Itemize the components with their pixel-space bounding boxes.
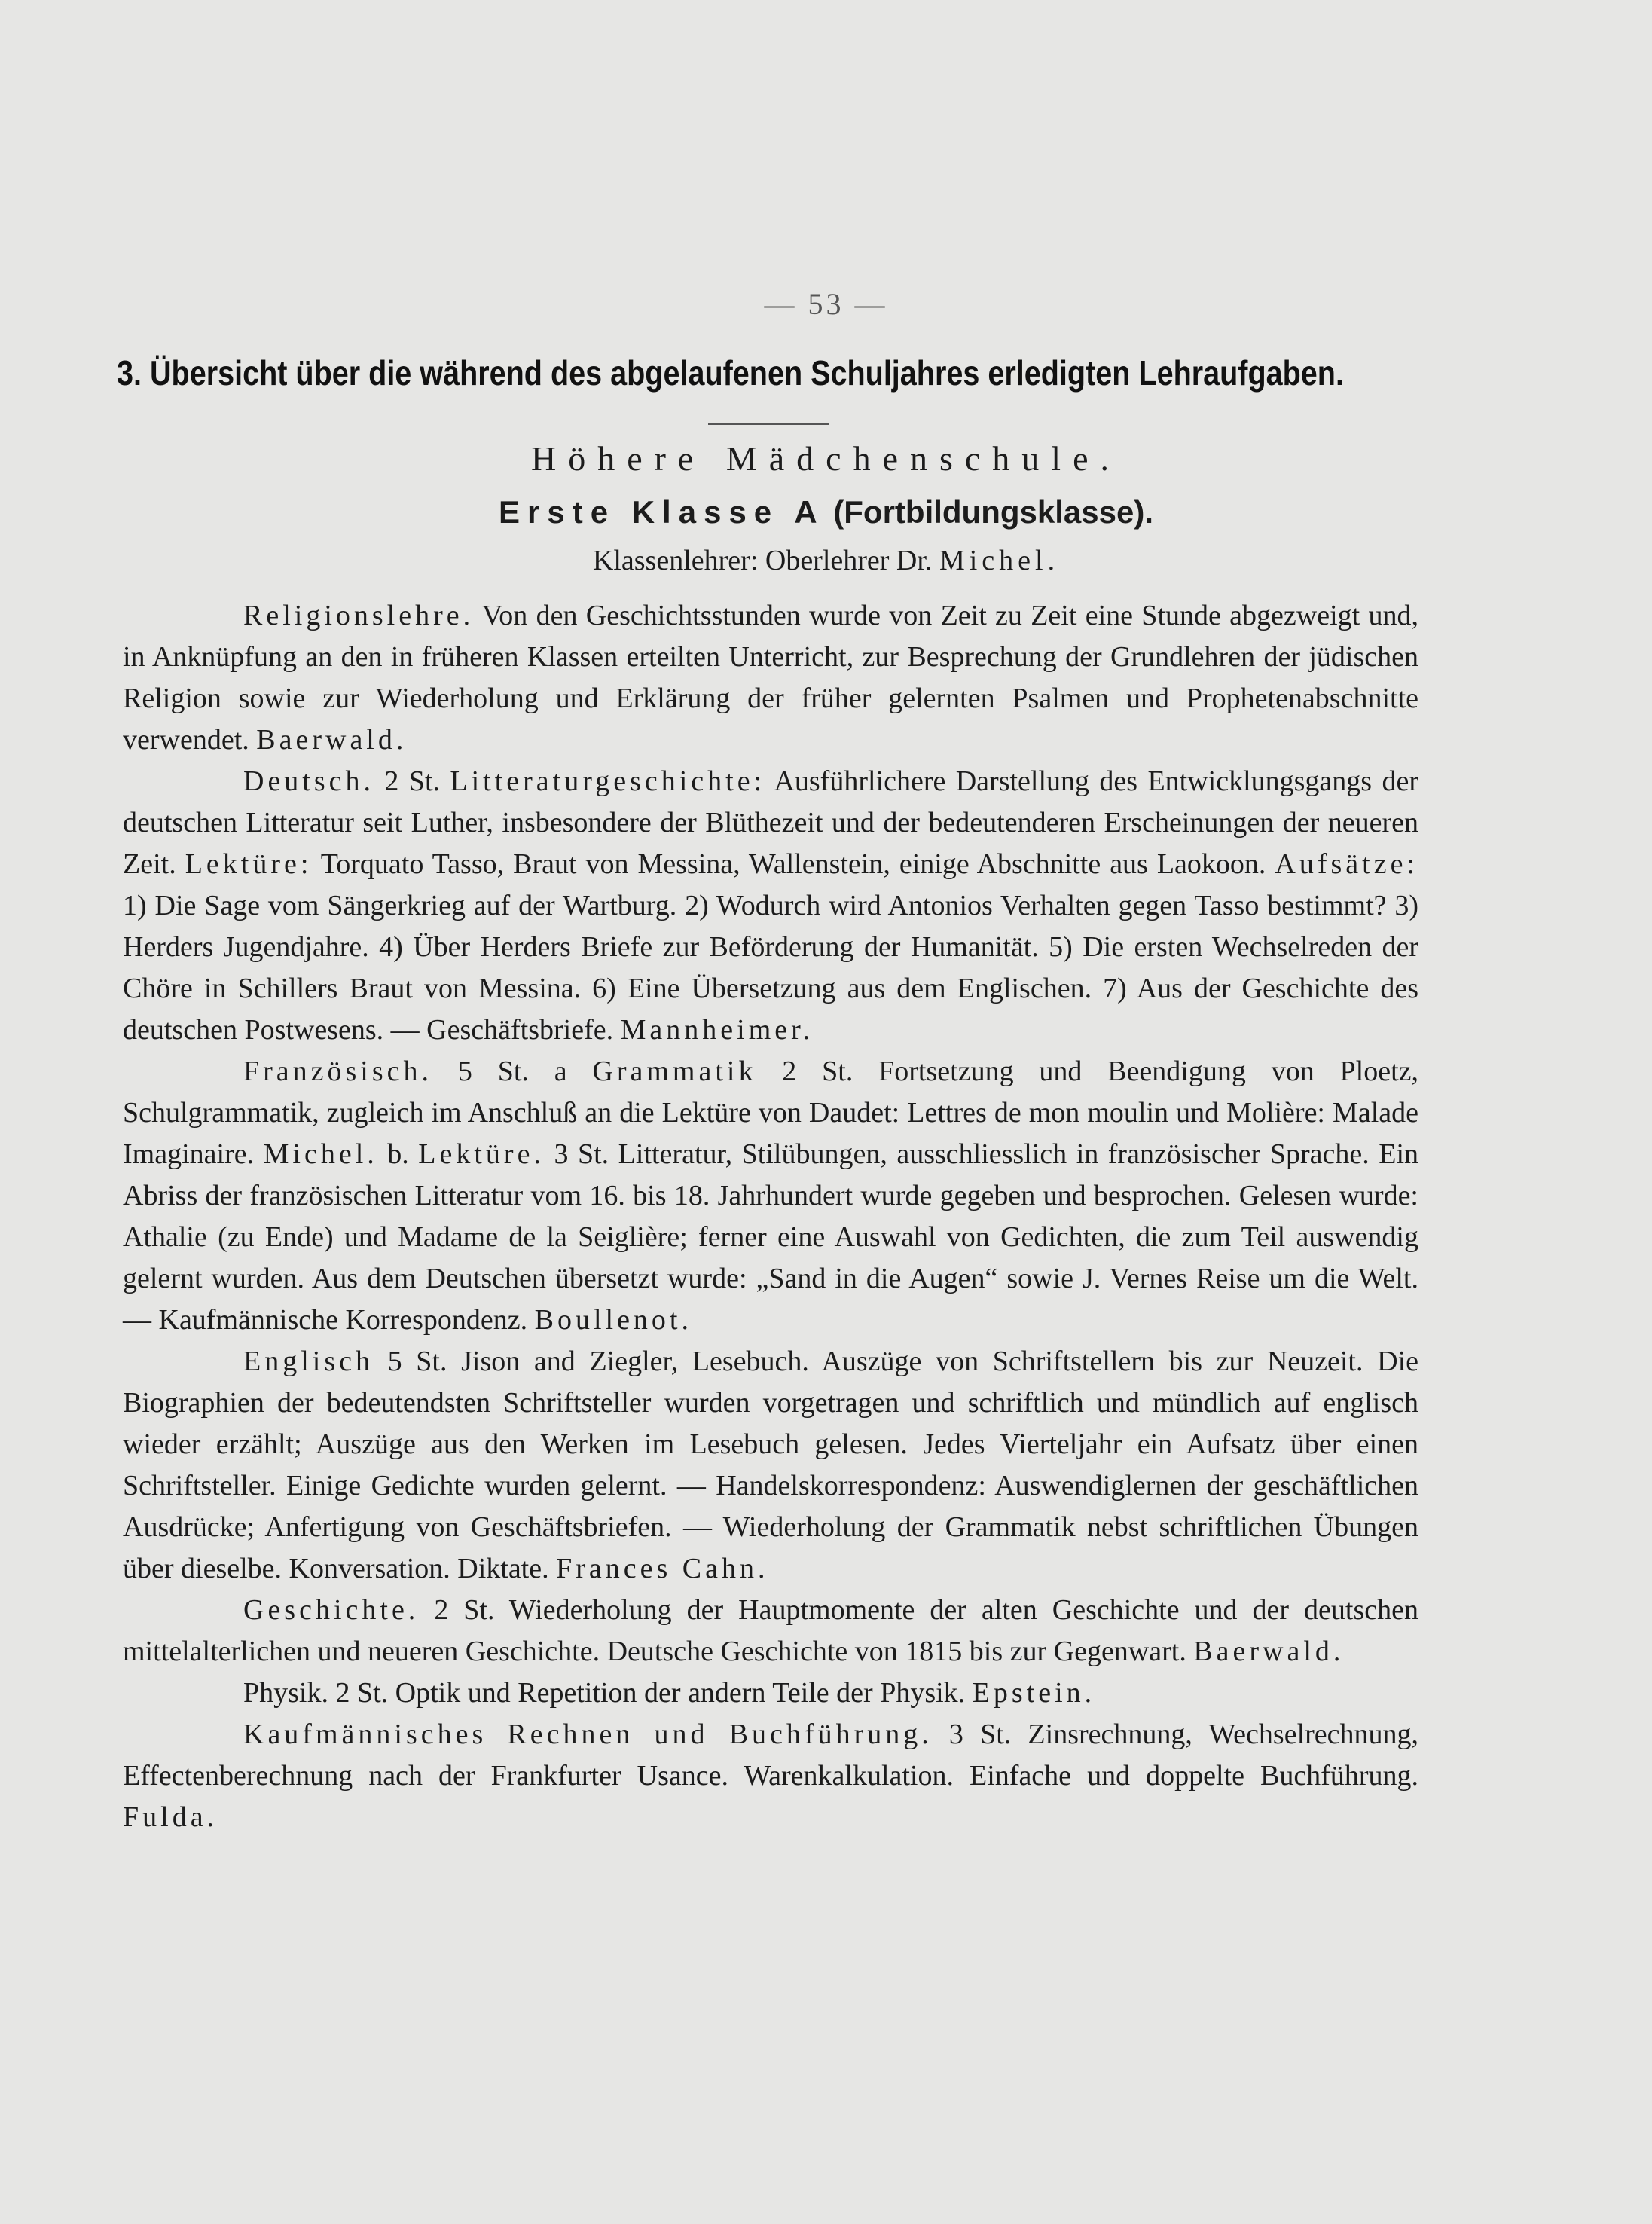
section-text: Ausführlichere Darstellung des Entwicklungsgangs der deutschen Litteratur seit Luther, insbesondere der Blüthezeit und der bedeutenderen Erscheinungen der neueren Zeit. [123, 765, 1418, 880]
subject-label: Kaufmännisches Rechnen und Buchführung. [243, 1718, 933, 1750]
teacher-name: Boullenot. [534, 1304, 692, 1336]
class-note: (Fortbildungsklasse). [833, 494, 1153, 530]
class-teacher-line [0, 544, 1652, 577]
section-geschichte [123, 1590, 1418, 1673]
document-body [123, 595, 1418, 1838]
section-franzoesisch [123, 1051, 1418, 1341]
section-text: Torquato Tasso, Braut von Messina, Wallenstein, einige Abschnitte aus Laokoon. [320, 848, 1266, 880]
section-deutsch [123, 761, 1418, 1051]
subject-label: Englisch [243, 1346, 374, 1377]
section-text: 2 St. Fortsetzung und Beendigung von Ploetz, Schulgrammatik, zugleich im Anschluß an die Lektüre von Daudet: Lettres de mon moulin und Molière: Malade Imaginaire. [123, 1055, 1418, 1170]
page-number: — 53 — [764, 287, 888, 321]
topic-label: Lektüre: [185, 848, 313, 880]
page-title: 3. Übersicht über die während des abgelaufenen Schuljahres erledigten Lehraufgaben. [117, 353, 1344, 393]
section-text: b. [387, 1138, 409, 1170]
school-title: Höhere Mädchenschule. [530, 439, 1122, 478]
topic-label: Litteraturgeschichte: [450, 765, 766, 797]
section-text: 3 St. Litteratur, Stilübungen, ausschliesslich in französischer Sprache. Ein Abriss der französischen Litteratur vom 16. bis 18. Jahrhundert wurde gegeben und besprochen. Gelesen wurde: Athalie (zu Ende) und Madame de la Seiglière; ferner eine Auswahl von Gedichten, die zum Teil auswendig gelernt wurden. Aus dem Deutschen übersetzt wurde: „Sand in die Augen“ sowie J. Vernes Reise um die Welt. — Kaufmännische Korrespondenz. [123, 1138, 1419, 1336]
topic-label: Lektüre. [418, 1138, 545, 1170]
subject-label: Religionslehre. [243, 600, 475, 631]
teacher-name: Epstein. [972, 1677, 1096, 1709]
section-englisch [123, 1341, 1418, 1590]
section-text: Von den Geschichtsstunden wurde von Zeit zu Zeit eine Stunde abgezweigt und, in Anknüpfung an den in früheren Klassen erteilten Unterricht, zur Besprechung der Grundlehren der jüdischen Religion sowie zur Wiederholung und Erklärung der früher gelernten Psalmen und Prophetenabschnitte verwendet. [123, 600, 1418, 756]
subject-label: Geschichte. [243, 1594, 420, 1626]
section-kaufmaennisches-rechnen [123, 1714, 1418, 1838]
subject-label: Deutsch. [243, 765, 375, 797]
section-text: 2 St. Wiederholung der Hauptmomente der alten Geschichte und der deutschen mittelalterlichen und neueren Geschichte. Deutsche Geschichte von 1815 bis zur Gegenwart. [123, 1594, 1419, 1667]
class-teacher-label: Klassenlehrer: Oberlehrer Dr. [592, 545, 933, 576]
class-name: Erste Klasse A [499, 494, 825, 530]
subject-label: Französisch. [243, 1055, 433, 1087]
section-religion [123, 595, 1418, 761]
section-text: 3 St. Zinsrechnung, Wechselrechnung, Effectenberechnung nach der Frankfurter Usance. Warenkalkulation. Einfache und doppelte Buchführung. [123, 1718, 1419, 1792]
topic-label: Aufsätze: [1275, 848, 1418, 880]
teacher-name: Michel. [263, 1138, 378, 1170]
section-text: 5 St. a [457, 1055, 567, 1087]
teacher-name: Fulda. [123, 1801, 218, 1833]
subject-label: Physik. [243, 1677, 328, 1709]
teacher-name: Mannheimer. [620, 1014, 814, 1046]
section-text: 2 St. [384, 765, 441, 797]
class-teacher-name: Michel. [939, 545, 1060, 576]
section-physik [123, 1673, 1418, 1714]
section-text: 2 St. Optik und Repetition der andern Teile der Physik. [335, 1677, 966, 1709]
teacher-name: Frances Cahn. [556, 1553, 769, 1584]
class-title [0, 494, 1652, 530]
teacher-name: Baerwald. [256, 724, 408, 756]
section-text: 1) Die Sage vom Sängerkrieg auf der Wartburg. 2) Wodurch wird Antonios Verhalten gegen Tasso bestimmt? 3) Herders Jugendjahre. 4) Über Herders Briefe zur Beförderung der Humanität. 5) Die ersten Wechselreden der Chöre in Schillers Braut von Messina. 6) Eine Übersetzung aus dem Englischen. 7) Aus der Geschichte des deutschen Postwesens. — Geschäftsbriefe. [123, 890, 1418, 1046]
heading-rule [708, 423, 829, 425]
topic-label: Grammatik [592, 1055, 757, 1087]
section-text: 5 St. Jison and Ziegler, Lesebuch. Auszüge von Schriftstellern bis zur Neuzeit. Die Biographien der bedeutendsten Schriftsteller wurden vorgetragen und schriftlich und mündlich auf englisch wieder erzählt; Auszüge aus den Werken im Lesebuch gelesen. Jedes Vierteljahr ein Aufsatz über einen Schriftsteller. Einige Gedichte wurden gelernt. — Handelskorrespondenz: Auswendiglernen der geschäftlichen Ausdrücke; Anfertigung von Geschäftsbriefen. — Wiederholung der Grammatik nebst schriftlichen Übungen über dieselbe. Konversation. Diktate. [123, 1346, 1418, 1584]
teacher-name: Baerwald. [1193, 1636, 1345, 1667]
